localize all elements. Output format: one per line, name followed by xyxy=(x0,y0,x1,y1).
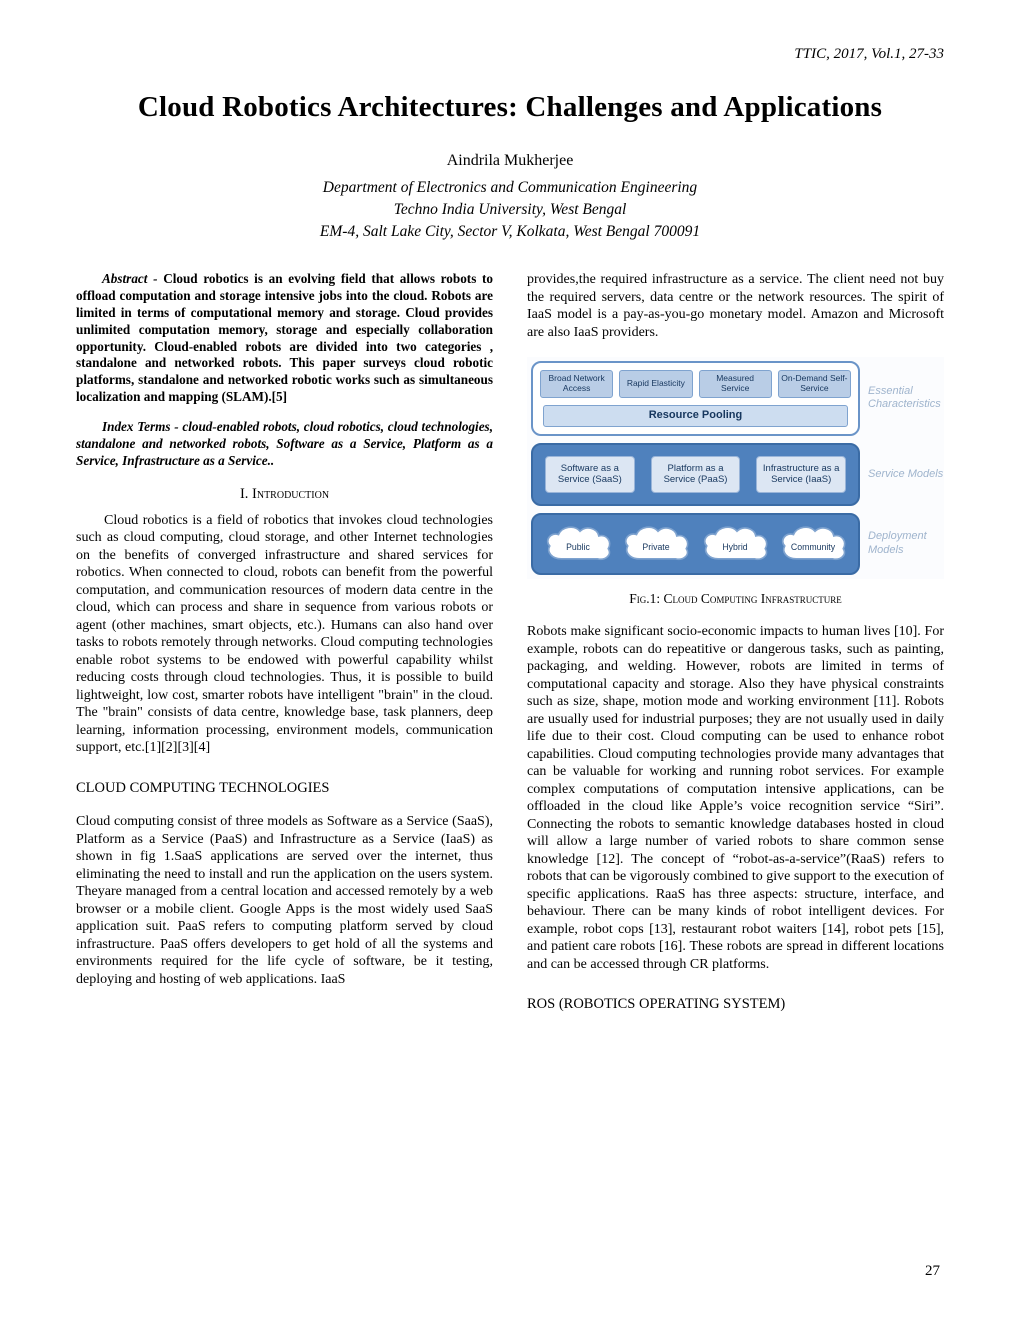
affiliation-line-department: Department of Electronics and Communication Engineering xyxy=(322,179,698,196)
resource-pooling-bar: Resource Pooling xyxy=(543,405,848,427)
page-number: 27 xyxy=(925,1263,940,1279)
essential-characteristics-panel xyxy=(531,361,860,436)
index-terms-text: cloud-enabled robots, cloud robotics, cloud technologies, standalone and networked robots, Software as a Service, Platform as a Service, Infrastructure as a Service.. xyxy=(76,419,493,468)
robots-impact-paragraph: Robots make significant socio-economic impacts to human lives [10]. For example, robots can do repeatitive or dangerous tasks, such as painting, packaging, and welding. However, robots are limited in terms of computational capacity and storage. Also they have physical constraints such as size, shape, motion mode and working environment [11]. Robots are usually used for industrial purposes; they are not usually used in daily life due to their cost. Cloud computing can be used to enhance robot capabilities. Cloud computing technologies provide many advantages that can be valuable for working and running robot services. For example complex computations of computation intensive applications, can be offloaded in the cloud like Apple’s voice recognition service “Siri”. Connecting the robots to semantic knowledge databases hosted in cloud will allow a large number of varied robots to share common sense knowledge [12]. The concept of “robot-as-a-service”(RaaS) refers to robots that can be vigorously combined to give support to the execution of specific applications. RaaS has three aspects: structure, interface, and behaviour. There can be many kinds of robot intelligent devices. For example, robot cops [13], restaurant robot waiters [14], robot pets [15], and patient care robots [16]. These robots are spread in different locations and can be accessed through CR platforms. xyxy=(527,624,944,972)
abstract-text: Cloud robotics is an evolving field that allows robots to offload computation and storage intensive jobs into the cloud. Robots are limited in terms of computational memory and storage. Cloud provides unlimited computation memory, storage and especially collaboration opportunity. Cloud-enabled robots are divided into two categories , standalone and networked robots. This paper surveys cloud robotic platforms, standalone and networked robotic works such as simultaneous localization and mapping (SLAM).[5] xyxy=(76,271,493,405)
introduction-paragraph: Cloud robotics is a field of robotics that invokes cloud technologies such as cloud computing, cloud storage, and other Internet technologies on the benefits of converged infrastructure and shared services for robotics. When connected to cloud, robots can benefit from the powerful computation, and communication resources of modern data centre in the cloud, which can process and share in sequence from various robots or agent (other machines, smart objects, etc.). Humans can also hand over tasks to robots remotely through networks. Cloud computing technologies enable robot systems to be endowed with powerful capability whilst reducing costs through cloud technologies. Thus, it is possible to build lightweight, low cost, smarter robots have intelligent "brain" in the cloud. The "brain" consists of data centre, knowledge base, task planners, deep learning, information processing, environment models, communication support, etc.[1][2][3][4] xyxy=(76,512,493,756)
affiliation-line-university: Techno India University, West Bengal xyxy=(393,201,627,218)
cloud-computing-paragraph: Cloud computing consist of three models as Software as a Service (SaaS), Platform as a Service (PaaS) and Infrastructure as a Service (IaaS) as shown in fig 1.SaaS applications are served over the internet, thus eliminating the need to install and run the application on the users system. Theyare managed from a central location and accessed remotely by a web browser or a mobile client. Google Apps is the most widely used SaaS application suit. PaaS refers to computing platform served by cloud infrastructure. PaaS offers developers to get hold of all the systems and environments required for the life cycle of software, be it testing, deploying and hosting of web applications. IaaS xyxy=(76,814,493,987)
essential-boxes-row xyxy=(540,370,851,398)
essential-characteristics-label: Essential Characteristics xyxy=(868,385,941,411)
service-models-row xyxy=(531,443,944,506)
deployment-cloud-public-label: Public xyxy=(566,541,591,552)
section-heading-introduction: I. Introduction xyxy=(239,485,330,502)
two-column-body xyxy=(76,271,944,1030)
deployment-models-panel xyxy=(531,513,860,575)
service-models-panel xyxy=(531,443,860,506)
deployment-cloud-hybrid-label: Hybrid xyxy=(722,541,748,552)
iaas-continuation-paragraph: provides,the required infrastructure as a service. The client need not buy the required servers, data centre or the network resources. The spirit of IaaS model is a pay-as-you-go monetary model. Amazon and Microsoft are also IaaS providers. xyxy=(527,272,944,340)
abstract-paragraph xyxy=(76,271,493,406)
service-box-iaas: Infrastructure as a Service (IaaS) xyxy=(756,456,846,493)
right-column xyxy=(527,271,944,1030)
paper-title: Cloud Robotics Architectures: Challenges and Applications xyxy=(137,91,883,123)
cloud-icon xyxy=(698,522,772,566)
author-affiliation xyxy=(76,177,944,243)
service-box-saas: Software as a Service (SaaS) xyxy=(545,456,635,493)
figure-caption: Fig.1: Cloud Computing Infrastructure xyxy=(629,590,842,606)
cloud-icon xyxy=(541,522,615,566)
section-heading-ros: ROS (ROBOTICS OPERATING SYSTEM) xyxy=(527,996,786,1013)
affiliation-line-address: EM-4, Salt Lake City, Sector V, Kolkata, West Bengal 700091 xyxy=(319,223,701,240)
section-heading-cloud-computing: CLOUD COMPUTING TECHNOLOGIES xyxy=(76,779,330,796)
index-terms-paragraph xyxy=(76,419,493,470)
figure-1 xyxy=(527,357,944,607)
journal-reference: TTIC, 2017, Vol.1, 27-33 xyxy=(794,46,944,62)
essential-characteristics-row xyxy=(531,361,944,436)
deployment-cloud-private-label: Private xyxy=(642,541,670,552)
deployment-models-row xyxy=(531,513,944,575)
essential-box-on-demand-self-service: On-Demand Self-Service xyxy=(778,370,851,398)
cloud-infrastructure-diagram xyxy=(527,357,944,579)
abstract-label: Abstract - xyxy=(102,271,164,286)
essential-box-measured-service: Measured Service xyxy=(699,370,772,398)
service-box-paas: Platform as a Service (PaaS) xyxy=(651,456,741,493)
service-models-label: Service Models xyxy=(868,467,944,480)
cloud-icon xyxy=(776,522,850,566)
author-name: Aindrila Mukherjee xyxy=(446,152,574,169)
deployment-cloud-community-label: Community xyxy=(790,541,835,552)
essential-box-broad-network-access: Broad Network Access xyxy=(540,370,613,398)
left-column xyxy=(76,271,493,1030)
cloud-icon xyxy=(619,522,693,566)
index-terms-label: Index Terms - xyxy=(102,419,183,435)
deployment-models-label: Deployment Models xyxy=(868,530,927,556)
essential-box-rapid-elasticity: Rapid Elasticity xyxy=(619,370,692,398)
